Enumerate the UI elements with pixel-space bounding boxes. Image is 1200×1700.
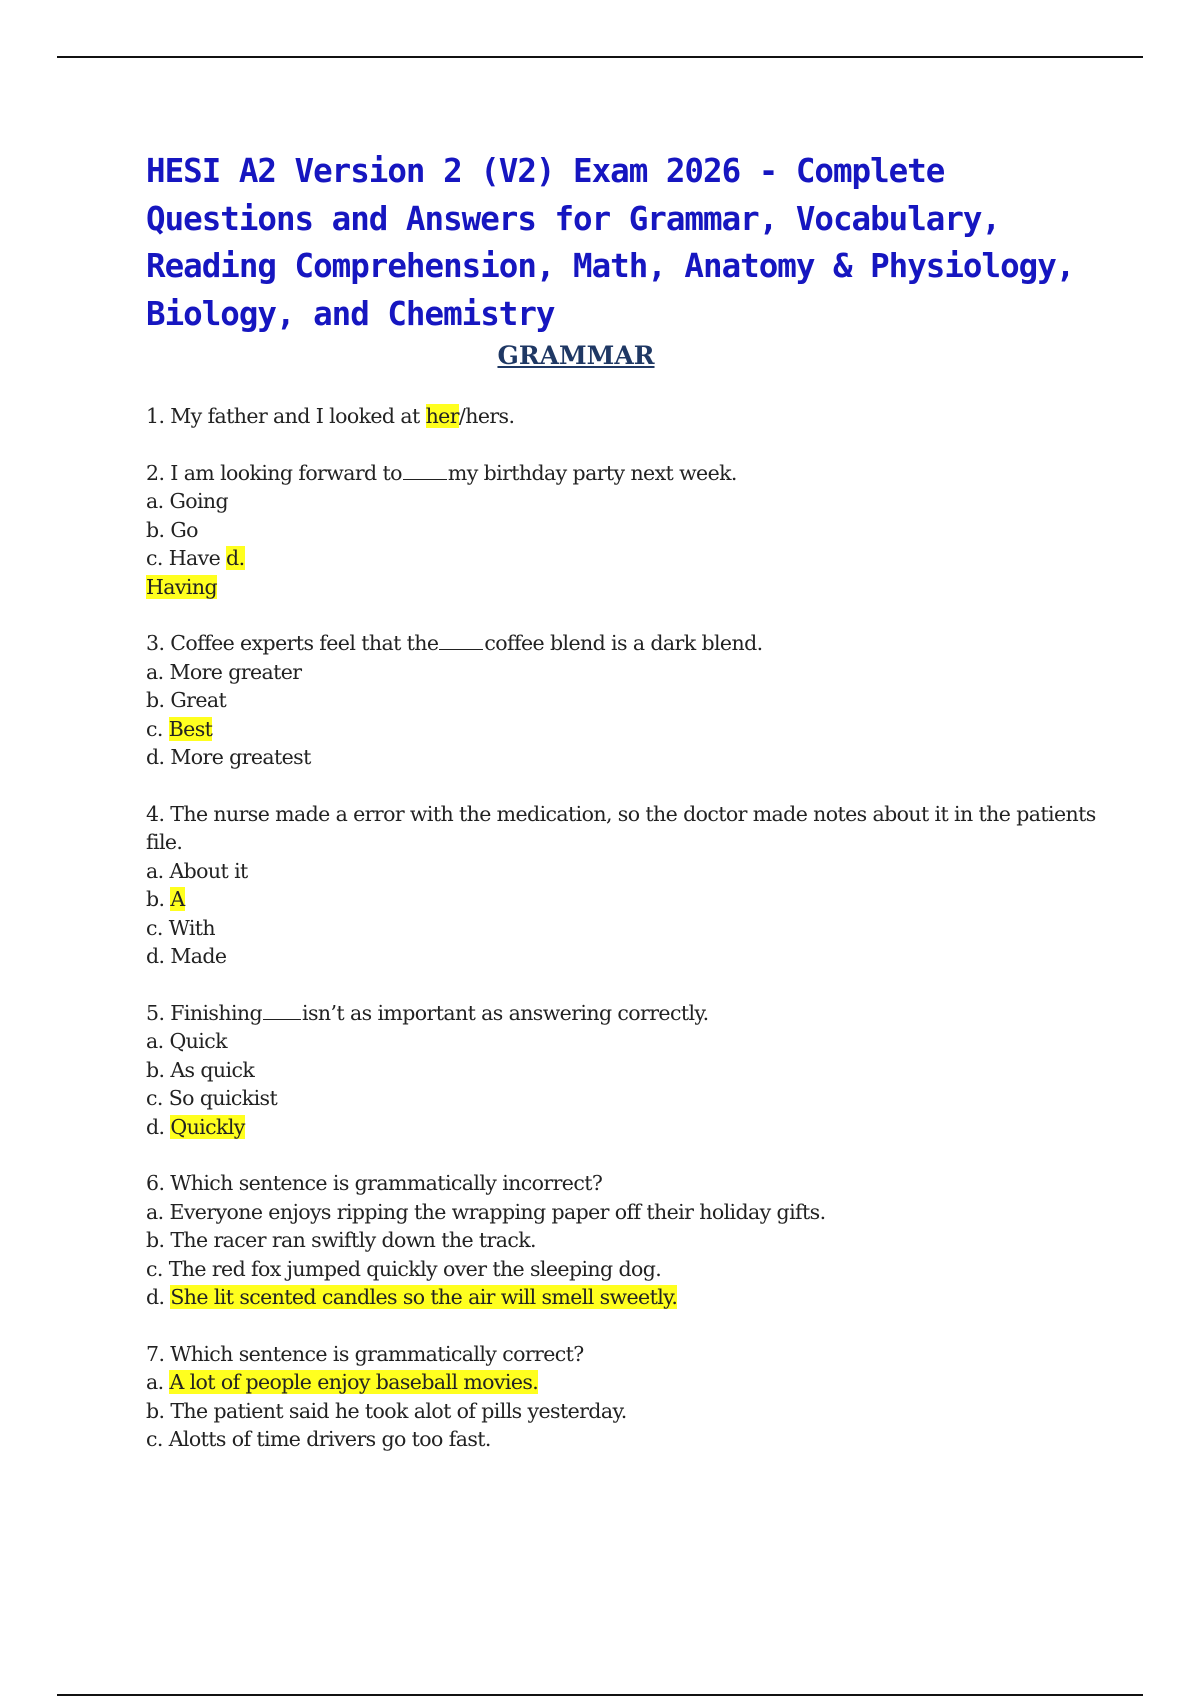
question-7-option-a-label: a. <box>146 1370 170 1395</box>
question-5-stem-end: isn’t as important as answering correctly. <box>302 1000 709 1025</box>
question-1-stem <box>146 402 1096 430</box>
question-6-stem: 6. Which sentence is grammatically incorrect? <box>146 1171 603 1196</box>
question-3-blank <box>439 631 483 650</box>
question-4-option-d: d. Made <box>146 944 227 968</box>
question-5-option-d <box>146 1113 1096 1141</box>
question-7 <box>146 1340 1096 1454</box>
top-rule <box>57 56 1143 58</box>
question-4-stem: 4. The nurse made a error with the medication, so the doctor made notes about it in the patients file. <box>146 801 1096 855</box>
question-3-option-d: d. More greatest <box>146 745 311 770</box>
question-1-stem-end: /hers. <box>458 404 515 428</box>
question-5-stem <box>146 999 1096 1027</box>
question-2-answer-highlight: Having <box>146 574 217 599</box>
question-list <box>146 402 1096 1454</box>
question-5-option-a: a. Quick <box>146 1029 227 1054</box>
question-2-option-b: b. Go <box>146 517 198 542</box>
question-2-option-c-text: c. Have <box>146 546 227 571</box>
question-3-answer-highlight: Best <box>168 716 213 741</box>
question-6-option-d <box>146 1283 1096 1311</box>
question-5-answer-highlight: Quickly <box>170 1114 245 1139</box>
question-1 <box>146 402 1096 430</box>
question-5-blank <box>263 1001 301 1020</box>
question-2-option-d-label-highlight: d. <box>226 546 245 571</box>
question-6 <box>146 1169 1096 1311</box>
bottom-rule <box>57 1694 1143 1696</box>
question-2-option-c <box>146 544 1096 572</box>
question-2-stem <box>146 459 1096 487</box>
question-7-option-a <box>146 1368 1096 1396</box>
document-page <box>146 148 1096 1482</box>
question-3-option-c <box>146 715 1096 743</box>
document-title: HESI A2 Version 2 (V2) Exam 2026 - Complete Questions and Answers for Grammar, Vocabulary, Reading Comprehension, Math, Anatomy & Physiology, Biology, and Chemistry <box>146 152 1075 333</box>
question-4 <box>146 800 1096 970</box>
question-7-answer-highlight: A lot of people enjoy baseball movies. <box>169 1370 539 1395</box>
question-2 <box>146 459 1096 601</box>
question-6-option-c: c. The red fox jumped quickly over the sleeping dog. <box>146 1256 662 1281</box>
question-1-stem-text: 1. My father and I looked at <box>146 404 426 428</box>
question-5-stem-start: 5. Finishing <box>146 1000 263 1025</box>
question-4-answer-highlight: A <box>170 887 185 912</box>
question-4-option-a: a. About it <box>146 858 248 883</box>
question-4-option-c: c. With <box>146 915 216 940</box>
question-4-option-b <box>146 885 1096 913</box>
question-3-stem <box>146 629 1096 657</box>
question-5 <box>146 999 1096 1141</box>
question-2-blank <box>403 461 447 480</box>
question-6-option-b: b. The racer ran swiftly down the track. <box>146 1228 536 1253</box>
question-3 <box>146 629 1096 771</box>
question-2-option-a: a. Going <box>146 489 229 514</box>
question-7-option-b: b. The patient said he took alot of pills yesterday. <box>146 1398 627 1423</box>
question-4-option-b-label: b. <box>146 887 171 912</box>
question-3-option-c-label: c. <box>146 716 169 741</box>
question-3-stem-start: 3. Coffee experts feel that the <box>146 631 439 656</box>
question-3-option-a: a. More greater <box>146 659 302 684</box>
question-6-answer-highlight: She lit scented candles so the air will smell sweetly. <box>170 1285 678 1310</box>
question-2-stem-end: my birthday party next week. <box>447 460 737 485</box>
question-7-stem: 7. Which sentence is grammatically correct? <box>146 1341 584 1366</box>
question-5-option-c: c. So quickist <box>146 1086 278 1111</box>
question-3-option-b: b. Great <box>146 688 227 713</box>
question-7-option-c: c. Alotts of time drivers go too fast. <box>146 1427 491 1452</box>
question-6-option-a: a. Everyone enjoys ripping the wrapping paper off their holiday gifts. <box>146 1199 826 1224</box>
question-6-option-d-label: d. <box>146 1285 171 1310</box>
section-heading-grammar: GRAMMAR <box>497 341 655 370</box>
question-1-answer-highlight: her <box>425 404 459 428</box>
question-5-option-d-label: d. <box>146 1114 171 1139</box>
question-2-answer <box>146 573 1096 601</box>
question-5-option-b: b. As quick <box>146 1057 255 1082</box>
question-2-stem-start: 2. I am looking forward to <box>146 460 402 485</box>
question-3-stem-end: coffee blend is a dark blend. <box>484 631 763 656</box>
